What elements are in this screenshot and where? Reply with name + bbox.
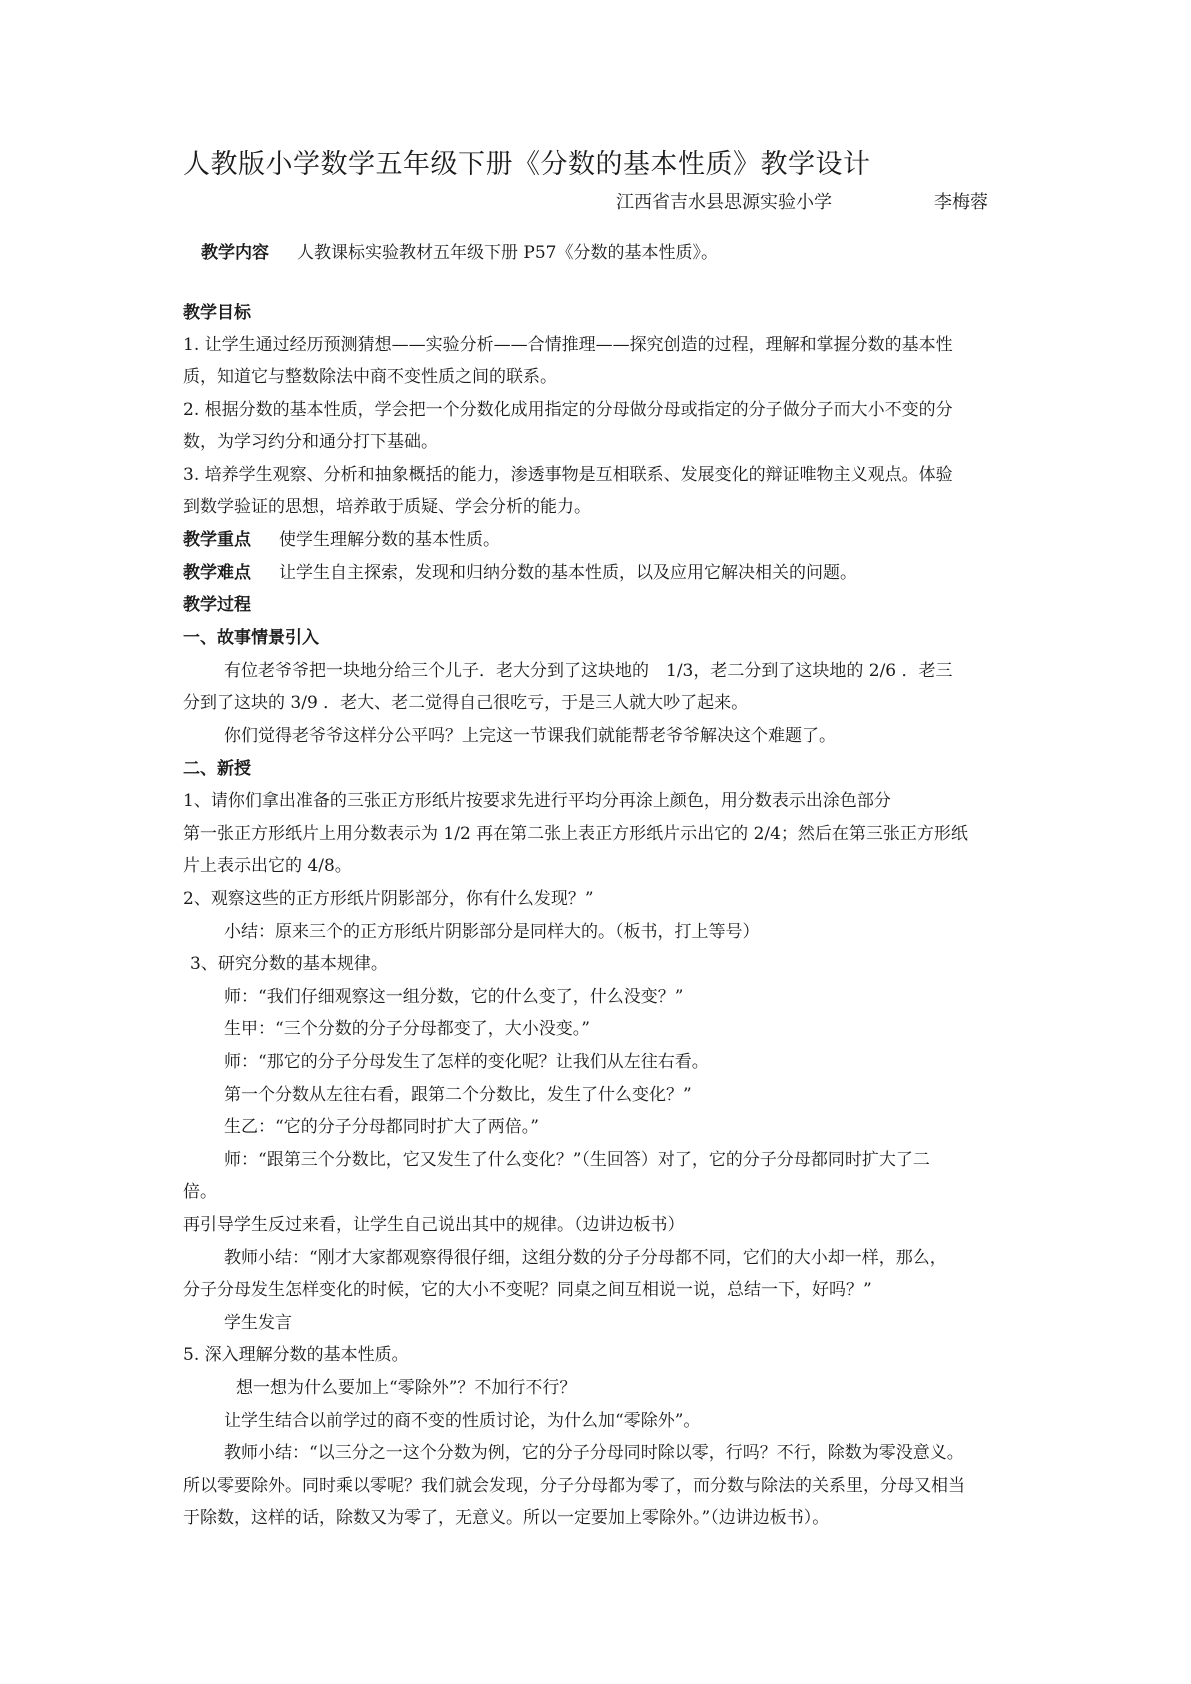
teach-line-15: 教师小结：“刚才大家都观察得很仔细，这组分数的分子分母都不同，它们的大小却一样，那么， <box>224 1248 947 1268</box>
teach-line-19: 想一想为什么要加上“零除外”？不加行不行？ <box>236 1378 577 1398</box>
content-line <box>201 242 718 264</box>
teach-line-5: 小结：原来三个的正方形纸片阴影部分是同样大的。（板书，打上等号） <box>224 922 760 942</box>
teach-line-6: 3、研究分数的基本规律。 <box>190 954 388 974</box>
goal-3-line-1: 3. 培养学生观察、分析和抽象概括的能力，渗透事物是互相联系、发展变化的辩证唯物主义观点。体验 <box>183 465 953 485</box>
teach-line-9: 师：“那它的分子分母发生了怎样的变化呢？让我们从左往右看。 <box>224 1052 709 1072</box>
goal-1-line-1: 1. 让学生通过经历预测猜想——实验分析——合情推理——探究创造的过程，理解和掌握分数的基本性 <box>183 335 953 355</box>
teach-line-3: 片上表示出它的 4/8。 <box>183 856 352 876</box>
key-point-line <box>183 529 500 551</box>
goal-2-line-1: 2. 根据分数的基本性质，学会把一个分数化成用指定的分母做分母或指定的分子做分子而大小不变的分 <box>183 400 953 420</box>
teach-line-13: 倍。 <box>183 1182 217 1202</box>
school-name: 江西省吉水县思源实验小学 <box>616 192 832 213</box>
teach-line-1: 1、请你们拿出准备的三张正方形纸片按要求先进行平均分再涂上颜色，用分数表示出涂色部分 <box>183 791 891 811</box>
section-2-heading: 二、新授 <box>183 759 251 779</box>
teach-line-8: 生甲：“三个分数的分子分母都变了，大小没变。” <box>224 1019 590 1039</box>
goals-heading: 教学目标 <box>183 303 251 323</box>
teach-line-17: 学生发言 <box>224 1313 292 1333</box>
difficulty-label: 教学难点 <box>183 563 251 583</box>
teach-line-23: 于除数，这样的话，除数又为零了，无意义。所以一定要加上零除外。”（边讲边板书）。 <box>183 1508 830 1528</box>
teach-line-7: 师：“我们仔细观察这一组分数，它的什么变了，什么没变？” <box>224 987 684 1007</box>
key-point-text: 使学生理解分数的基本性质。 <box>279 530 500 550</box>
teach-line-2: 第一张正方形纸片上用分数表示为 1/2 再在第二张上表正方形纸片示出它的 2/4；然后在第三张正方形纸 <box>183 824 968 844</box>
teach-line-18: 5. 深入理解分数的基本性质。 <box>183 1345 409 1365</box>
teach-line-10: 第一个分数从左往右看，跟第二个分数比，发生了什么变化？” <box>224 1085 692 1105</box>
teach-line-14: 再引导学生反过来看，让学生自己说出其中的规律。（边讲边板书） <box>183 1215 685 1235</box>
difficulty-text: 让学生自主探索，发现和归纳分数的基本性质，以及应用它解决相关的问题。 <box>279 563 857 583</box>
difficulty-line <box>183 562 857 584</box>
teach-line-16: 分子分母发生怎样变化的时候，它的大小不变呢？同桌之间互相说一说，总结一下，好吗？” <box>183 1280 872 1300</box>
goal-2-line-2: 数，为学习约分和通分打下基础。 <box>183 432 438 452</box>
teach-line-21: 教师小结：“以三分之一这个分数为例，它的分子分母同时除以零，行吗？不行，除数为零没意义。 <box>224 1443 964 1463</box>
process-heading: 教学过程 <box>183 595 251 615</box>
content-label: 教学内容 <box>201 243 269 263</box>
teach-line-20: 让学生结合以前学过的商不变的性质讨论，为什么加“零除外”。 <box>224 1411 701 1431</box>
teach-line-22: 所以零要除外。同时乘以零呢？我们就会发现，分子分母都为零了，而分数与除法的关系里，分母又相当 <box>183 1476 965 1496</box>
goal-3-line-2: 到数学验证的思想，培养敢于质疑、学会分析的能力。 <box>183 497 591 517</box>
teach-line-11: 生乙：“它的分子分母都同时扩大了两倍。” <box>224 1117 539 1137</box>
teach-line-4: 2、观察这些的正方形纸片阴影部分，你有什么发现？” <box>183 889 594 909</box>
goal-1-line-2: 质，知道它与整数除法中商不变性质之间的联系。 <box>183 367 557 387</box>
document-title: 人教版小学数学五年级下册《分数的基本性质》教学设计 <box>183 149 871 180</box>
story-line-2: 分到了这块的 3/9 ．老大、老二觉得自己很吃亏，于是三人就大吵了起来。 <box>183 693 749 713</box>
key-point-label: 教学重点 <box>183 530 251 550</box>
story-line-1: 有位老爷爷把一块地分给三个儿子．老大分到了这块地的 1/3，老二分到了这块地的 2/6 ．老三 <box>224 661 953 681</box>
teach-line-12: 师：“跟第三个分数比，它又发生了什么变化？”（生回答）对了，它的分子分母都同时扩大了二 <box>224 1150 930 1170</box>
content-text: 人教课标实验教材五年级下册 P57《分数的基本性质》。 <box>297 243 718 263</box>
story-line-3: 你们觉得老爷爷这样分公平吗？上完这一节课我们就能帮老爷爷解决这个难题了。 <box>224 726 836 746</box>
section-1-heading: 一、故事情景引入 <box>183 628 319 648</box>
author-name: 李梅蓉 <box>934 192 988 213</box>
